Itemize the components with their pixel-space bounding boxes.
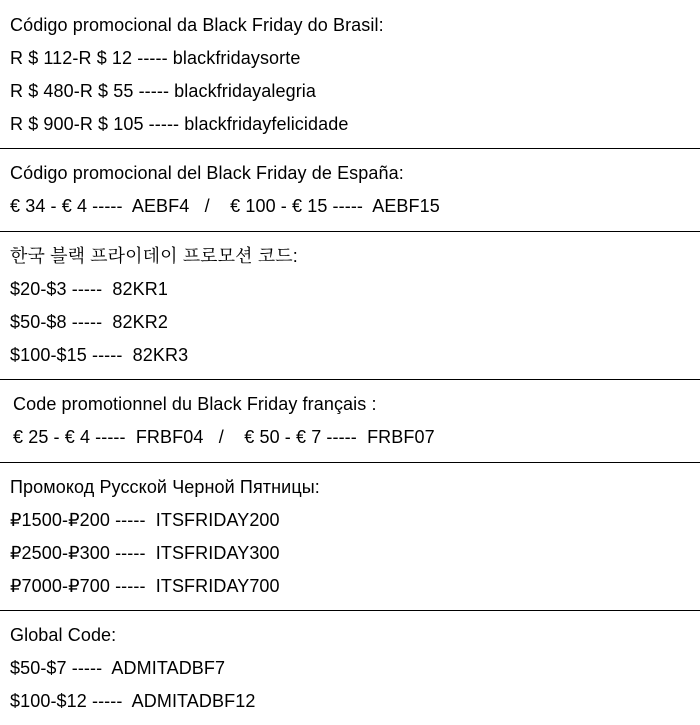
- promo-section-brazil: [0, 0, 700, 149]
- promo-code-line: $20-$3 ----- 82KR1: [10, 279, 168, 299]
- promo-code-line: $50-$8 ----- 82KR2: [10, 312, 168, 332]
- promo-code-line: $100-$15 ----- 82KR3: [10, 345, 189, 365]
- section-heading: Промокод Русской Черной Пятницы:: [10, 477, 320, 497]
- promo-section-russia: [0, 463, 700, 611]
- promo-code-line: € 34 - € 4 ----- AEBF4 / € 100 - € 15 ----- AEBF15: [10, 196, 440, 216]
- section-heading: Código promocional da Black Friday do Brasil:: [10, 15, 384, 35]
- promo-section-korea: [0, 232, 700, 380]
- promo-code-line: R $ 112-R $ 12 ----- blackfridaysorte: [10, 48, 301, 68]
- promo-code-line: ₽1500-₽200 ----- ITSFRIDAY200: [10, 510, 280, 530]
- promo-code-line: $50-$7 ----- ADMITADBF7: [10, 658, 226, 678]
- promo-code-line: ₽2500-₽300 ----- ITSFRIDAY300: [10, 543, 280, 563]
- promo-section-global: [0, 611, 700, 725]
- promo-code-line: € 25 - € 4 ----- FRBF04 / € 50 - € 7 ----- FRBF07: [13, 427, 435, 447]
- promo-code-line: $100-$12 ----- ADMITADBF12: [10, 691, 256, 711]
- section-heading: Código promocional del Black Friday de España:: [10, 163, 404, 183]
- promo-code-line: R $ 480-R $ 55 ----- blackfridayalegria: [10, 81, 317, 101]
- promo-code-line: ₽7000-₽700 ----- ITSFRIDAY700: [10, 576, 280, 596]
- section-heading: Global Code:: [10, 625, 117, 645]
- section-heading: 한국 블랙 프라이데이 프로모션 코드:: [10, 246, 298, 266]
- section-heading: Code promotionnel du Black Friday français :: [13, 394, 377, 414]
- promo-section-france: [0, 380, 700, 463]
- promo-code-line: R $ 900-R $ 105 ----- blackfridayfelicidade: [10, 114, 349, 134]
- promo-section-spain: [0, 149, 700, 232]
